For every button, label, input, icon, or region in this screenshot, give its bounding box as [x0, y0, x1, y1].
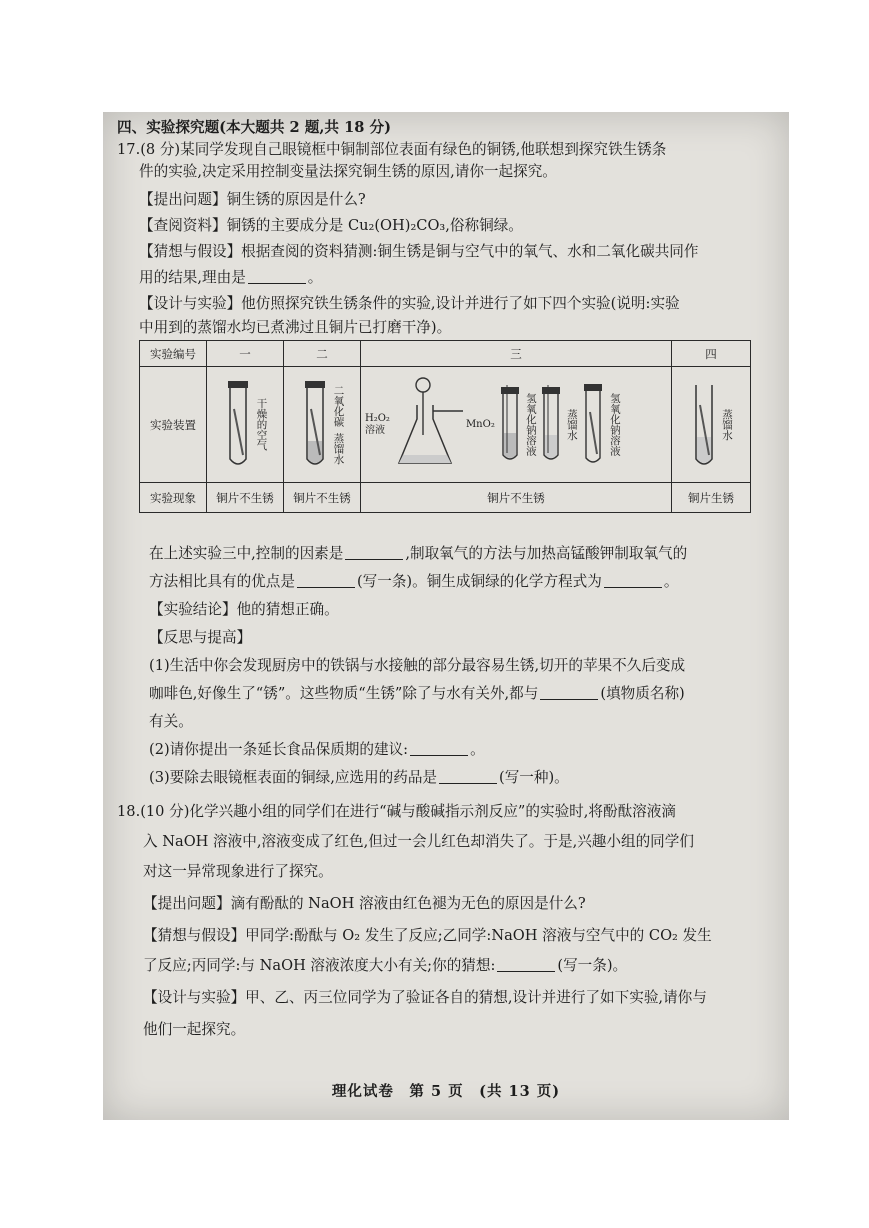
label-dry-air: 干燥的空气 [255, 398, 268, 451]
q18-problem: 【提出问题】滴有酚酞的 NaOH 溶液由红色褪为无色的原因是什么? [143, 895, 586, 912]
q17-reflect-1b [149, 684, 685, 704]
q18-hypothesis-text: 了反应;丙同学:与 NaOH 溶液浓度大小有关;你的猜想: [143, 957, 496, 974]
apparatus-exp4 [672, 367, 751, 483]
q17-intro-line1: 17.(8 分)某同学发现自己眼镜框中铜制部位表面有绿色的铜锈,他联想到探究铁生锈条 [117, 141, 667, 158]
label-co2: 二氧化碳 [332, 384, 345, 427]
q17-hypothesis-line2 [139, 268, 322, 288]
q17-reflect-1c: 有关。 [149, 713, 193, 730]
section-title: 四、实验探究题(本大题共 2 题,共 18 分) [117, 119, 391, 136]
answer-blank[interactable] [540, 685, 598, 700]
label-distilled-water-4: 蒸馏水 [721, 408, 733, 441]
q17-equation-text: (写一条)。铜生成铜绿的化学方程式为 [356, 573, 602, 590]
label-naoh-solution: 氢氧化钠溶液 [524, 393, 537, 456]
q17-conclusion: 【实验结论】他的猜想正确。 [149, 601, 339, 618]
header-exp3: 三 [361, 341, 672, 367]
q18-hypothesis-line1: 【猜想与假设】甲同学:酚酞与 O₂ 发生了反应;乙同学:NaOH 溶液与空气中的 CO₂ 发生 [143, 927, 712, 944]
q17-reflect-1a: (1)生活中你会发现厨房中的铁锅与水接触的部分最容易生锈,切开的苹果不久后变成 [149, 657, 686, 674]
result-exp2: 铜片不生锈 [284, 483, 361, 513]
q17-hypothesis-text: 用的结果,理由是 [139, 269, 246, 286]
answer-blank[interactable] [604, 573, 662, 588]
test-tube-icon [301, 379, 329, 471]
apparatus-exp3 [361, 367, 672, 483]
q17-method-text: ,制取氧气的方法与加热高锰酸钾制取氧气的 [405, 545, 688, 562]
result-exp4: 铜片生锈 [672, 483, 751, 513]
result-exp1: 铜片不生锈 [207, 483, 284, 513]
row-label-number: 实验编号 [140, 341, 207, 367]
gas-washing-tube-icon [539, 385, 563, 465]
experiment-table [139, 340, 751, 513]
q17-control-line [149, 544, 687, 564]
answer-blank[interactable] [410, 741, 468, 756]
q17-reflect-2-text: (2)请你提出一条延长食品保质期的建议: [149, 741, 409, 758]
label-h2o2: H₂O₂ [365, 412, 390, 424]
label-mno2: MnO₂ [465, 419, 495, 430]
q17-hypothesis-end: 。 [307, 269, 323, 286]
result-exp3: 铜片不生锈 [361, 483, 672, 513]
q17-design-line2: 中用到的蒸馏水均已煮沸过且铜片已打磨干净)。 [139, 319, 452, 336]
page-footer: 理化试卷 第 5 页 (共 13 页) [331, 1083, 561, 1100]
q17-reflect-1b-text: 咖啡色,好像生了“锈”。这些物质“生锈”除了与水有关外,都与 [149, 685, 539, 702]
q18-intro-line1: 18.(10 分)化学兴趣小组的同学们在进行“碱与酸碱指示剂反应”的实验时,将酚酞溶液滴 [117, 803, 676, 820]
test-tube-icon [580, 382, 606, 468]
label-solution: 溶液 [365, 424, 385, 436]
q18-intro-line3: 对这一异常现象进行了探究。 [143, 863, 333, 880]
q17-reflect-2-end: 。 [470, 741, 485, 758]
q18-hypothesis-line2 [143, 956, 627, 976]
q17-reflect-3 [149, 768, 569, 788]
q17-reflect-2 [149, 740, 485, 760]
q17-problem: 【提出问题】铜生锈的原因是什么? [139, 191, 366, 208]
gas-washing-tube-icon [498, 385, 522, 465]
row-label-phenomenon: 实验现象 [140, 483, 207, 513]
test-tube-icon [690, 379, 718, 471]
q17-reflect-3-end: (写一种)。 [499, 769, 569, 786]
answer-blank[interactable] [345, 545, 403, 560]
answer-blank[interactable] [439, 769, 497, 784]
header-exp4: 四 [672, 341, 751, 367]
q17-hypothesis-line1: 【猜想与假设】根据查阅的资料猜测:铜生锈是铜与空气中的氧气、水和二氧化碳共同作 [139, 243, 699, 260]
row-label-apparatus: 实验装置 [140, 367, 207, 483]
apparatus-exp1 [207, 367, 284, 483]
answer-blank[interactable] [497, 957, 555, 972]
q17-reflect-title: 【反思与提高】 [149, 629, 252, 646]
q18-intro-line2: 入 NaOH 溶液中,溶液变成了红色,但过一会儿红色却消失了。于是,兴趣小组的同学们 [143, 833, 694, 850]
answer-blank[interactable] [297, 573, 355, 588]
flask-icon [393, 375, 463, 475]
q17-equation-end: 。 [663, 573, 679, 590]
apparatus-exp2 [284, 367, 361, 483]
answer-blank[interactable] [248, 269, 306, 284]
header-exp2: 二 [284, 341, 361, 367]
header-exp1: 一 [207, 341, 284, 367]
q17-advantage-line [149, 572, 678, 592]
q17-control-text: 在上述实验三中,控制的因素是 [149, 545, 344, 562]
q17-design-line1: 【设计与实验】他仿照探究铁生锈条件的实验,设计并进行了如下四个实验(说明:实验 [139, 295, 680, 312]
q17-reflect-1b-hint: (填物质名称) [600, 685, 685, 702]
exam-page [103, 112, 789, 1120]
label-distilled-water: 蒸馏水 [332, 432, 345, 465]
label-naoh-solution-2: 氢氧化钠溶液 [608, 393, 621, 456]
q18-hypothesis-end: (写一条)。 [557, 957, 628, 974]
q17-materials: 【查阅资料】铜锈的主要成分是 Cu₂(OH)₂CO₃,俗称铜绿。 [139, 217, 523, 234]
q18-design-line1: 【设计与实验】甲、乙、丙三位同学为了验证各自的猜想,设计并进行了如下实验,请你与 [143, 989, 707, 1006]
q18-design-line2: 他们一起探究。 [143, 1021, 246, 1038]
q17-advantage-text: 方法相比具有的优点是 [149, 573, 295, 590]
test-tube-icon [224, 379, 252, 471]
label-distilled-water-3: 蒸馏水 [565, 408, 578, 441]
q17-reflect-3-text: (3)要除去眼镜框表面的铜绿,应选用的药品是 [149, 769, 438, 786]
q17-intro-line2: 件的实验,决定采用控制变量法探究铜生锈的原因,请你一起探究。 [139, 163, 557, 180]
